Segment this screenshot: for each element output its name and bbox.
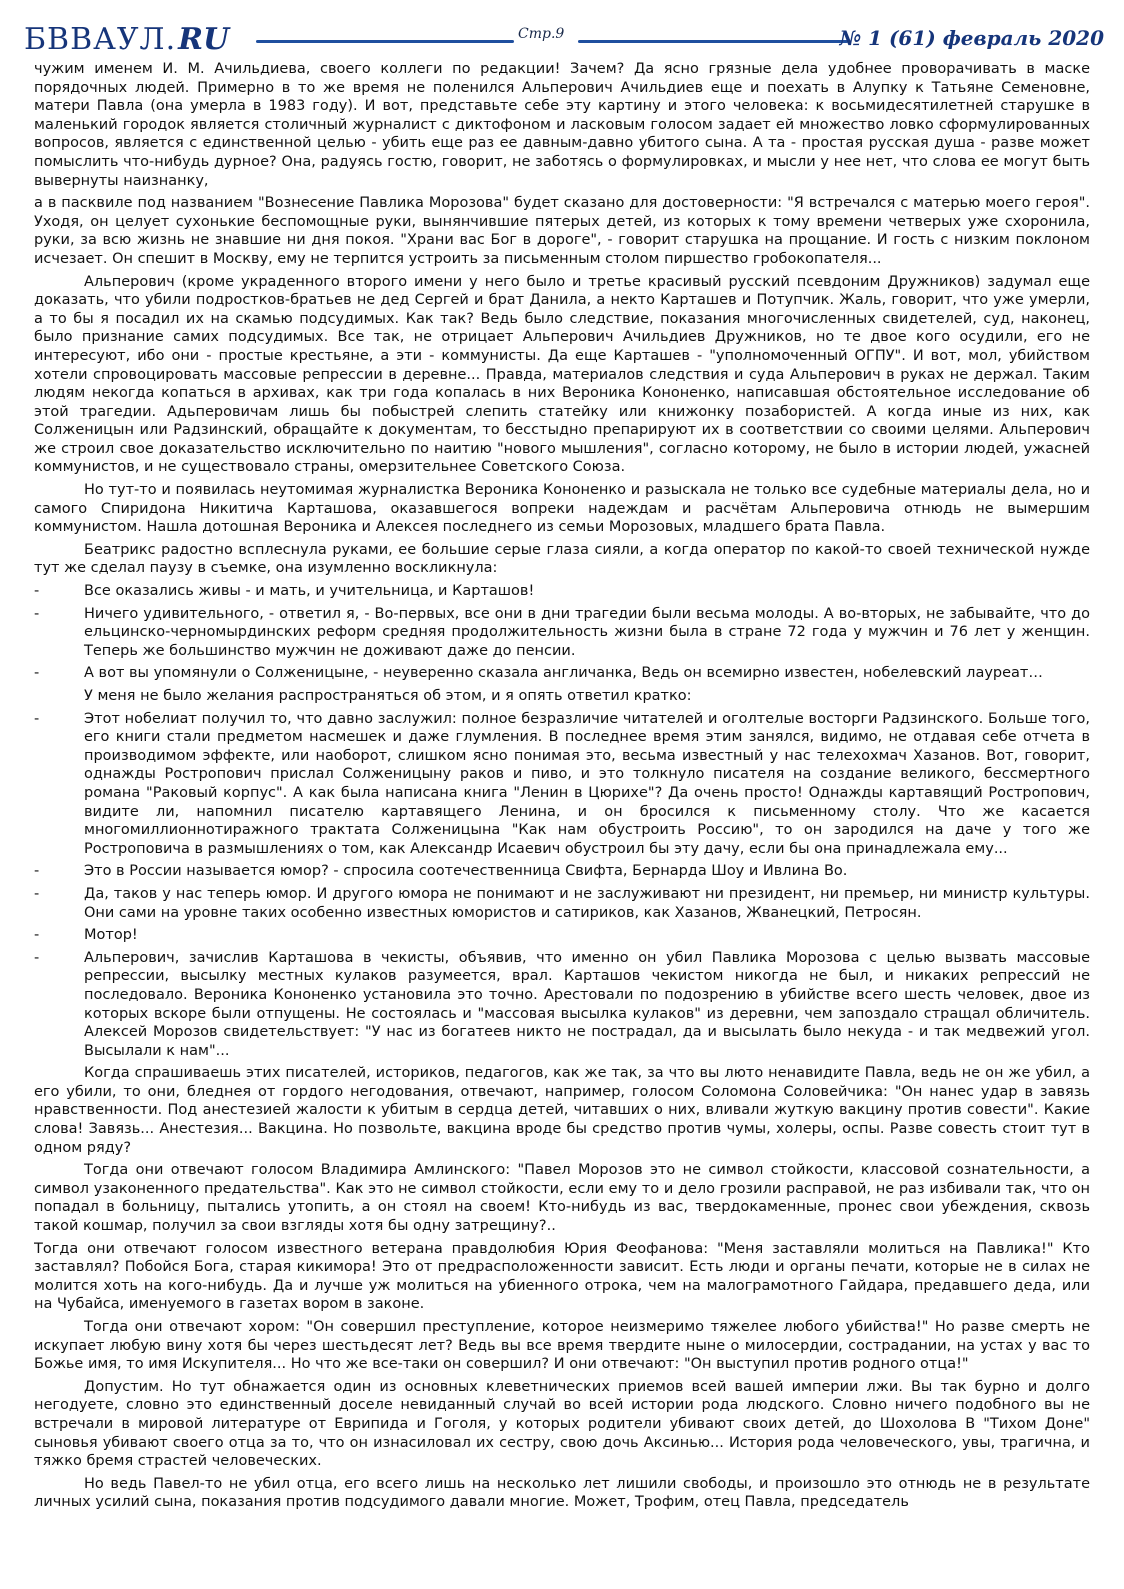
dialogue-dash: -: [34, 710, 40, 727]
dialogue-dash: -: [34, 949, 40, 966]
paragraph: а в пасквиле под названием "Вознесение Павлика Морозова" будет сказано для достоверности: "Я встречался с матерью моего героя". Уходя, он целует сухонькие беспомощные руки, вынянчившие пятерых детей, из которых к тому времени четверых уже схоронила, руки, за всю жизнь не знавшие ни дня покоя. "Храни вас Бог в дороге", - говорит старушка на прощание. И гость с низким поклоном исчезает. Он спешит в Москву, ему не терпится устроить за письменным столом пиршество гробокопателя...: [34, 195, 1090, 267]
dialogue-dash: -: [34, 863, 40, 880]
paragraph: Но ведь Павел-то не убил отца, его всего лишь на несколько лет лишили свободы, и произошло это отнюдь не в результате личных усилий сына, показания против подсудимого давали многие. Может, Трофим, отец Павла, председатель: [34, 1475, 1090, 1511]
paragraph: Беатрикс радостно всплеснула руками, ее большие серые глаза сияли, а когда оператор по какой-то своей технической нужде тут же сделал паузу в съемке, она изумленно воскликнула:: [34, 541, 1090, 577]
dialogue-dash: -: [34, 583, 40, 600]
dialogue-line: [34, 885, 1090, 922]
dialogue-text: Мотор!: [84, 927, 138, 944]
dialogue-text: Этот нобелиат получил то, что давно заслужил: полное безразличие читателей и оголтелые восторги Радзинского. Больше того, его книги стали предметом насмешек и даже глумления. В последнее время этим занялся, видимо, не отдавая себе отчета в производимом эффекте, или наоборот, слишком ясно понимая это, весьма известный у нас телехохмач Хазанов. Вот, говорит, однажды Ростропович прислал Солженицыну раков и пиво, и это толкнуло писателя на создание великого, бессмертного романа "Раковый корпус". А как была написана книга "Ленин в Цюрихе"? Да очень просто! Однажды картавящий Ростропович, видите ли, напомнил писателю картавящего Ленина, и он бросился к письменному столу. Что же касается многомиллионнотиражного трактата Солженицына "Как нам обустроить Россию", то он зародился на даче у того же Ростроповича в размышлениях о том, как Александр Исаевич обустроил бы эту дачу, если бы она принадлежала ему...: [84, 710, 1090, 857]
paragraph: Тогда они отвечают голосом известного ветерана правдолюбия Юрия Феофанова: "Меня заставляли молиться на Павлика!" Кто заставлял? Побойся Бога, старая кикимора! Это от предрасположенности зависит. Есть люди и органы печати, которые не в силах не молится хоть на кого-нибудь. Да и лучше уж молиться на убиенного отрока, чем на малограмотного Гайдара, предавшего деда, или на Чубайса, именуемого в газетах вором в законе.: [34, 1240, 1090, 1313]
dialogue-text: Это в России называется юмор? - спросила соотечественница Свифта, Бернарда Шоу и Ивлина Во.: [84, 863, 848, 880]
dialogue-text: Да, таков у нас теперь юмор. И другого юмора не понимают и не заслуживают ни президент, ни премьер, ни министр культуры. Они сами на уровне таких особенно известных юмористов и сатириков, как Хазанов, Жванецкий, Петросян.: [84, 885, 1090, 921]
masthead-logo: [24, 22, 229, 58]
dialogue-line: [34, 710, 1090, 859]
paragraph: Альперович (кроме украденного второго имени у него было и третье красивый русский псевдоним Дружников) задумал еще доказать, что убили подростков-братьев не дед Сергей и брат Данила, а некто Карташев и Потупчик. Жаль, говорит, что уже умерли, а то бы я посадил их на скамью подсудимых. Как так? Ведь было следствие, показания многочисленных свидетелей, суд, наконец, было признание самих подсудимых. Все так, не отрицает Альперович Ачильдиев Дружников, но те двое кого осудили, его не интересуют, ибо они - простые крестьяне, а эти - коммунисты. Да еще Карташев - "уполномоченный ОГПУ". И вот, мол, убийством хотели спровоцировать массовые репрессии в деревне... Правда, материалов следствия и суда Альперович в руках не держал. Таким людям некогда копаться в архивах, как три года копалась в них Вероника Кононенко, написавшая обстоятельное исследование об этой трагедии. Адьперовичам лишь бы побыстрей слепить статейку или книжонку позабористей. А когда иные из них, как Солженицын или Радзинский, обращайте к документам, то бесстыдно препарируют их в соответствии со своими целями. Альперович же строил свое доказательство исключительно по наитию "нового мышления", согласно которому, не было в истории людей, ужасней коммунистов, и не существовало страны, омерзительнее Советского Союза.: [34, 273, 1090, 476]
masthead-name: БВВАУЛ.: [24, 22, 177, 57]
dialogue-dash: -: [34, 665, 40, 682]
dialogue-line: [34, 949, 1090, 1061]
paragraph: Тогда они отвечают голосом Владимира Амлинского: "Павел Морозов это не символ стойкости, классовой сознательности, а символ узаконенного предательства". Как это не символ стойкости, если ему то и дело грозили расправой, не раз избивали так, что он попадал в больницу, пытались утопить, а он стоял на своем! Кто-нибудь из вас, твердокаменные, пронес свои убеждения, сквозь такой кошмар, получил за свои взгляды хотя бы одну затрещину?..: [34, 1162, 1090, 1235]
page-header: [24, 22, 1104, 58]
dialogue-line: [34, 582, 1090, 601]
dialogue-line: [34, 862, 1090, 881]
masthead-domain: RU: [178, 22, 230, 57]
issue-label: № 1 (61) февраль 2020: [839, 26, 1104, 50]
paragraph: Тогда они отвечают хором: "Он совершил преступление, которое неизмеримо тяжелее любого убийства!" Но разве смерть не искупает любую вину хотя бы через шестьдесят лет? Ведь вы все время твердите ныне о милосердии, сострадании, на устах у вас то Божье имя, то имя Искупителя... Но что же все-таки он совершил? И они отвечают: "Он выступил против родного отца!": [34, 1319, 1090, 1373]
dialogue-text: Все оказались живы - и мать, и учительница, и Карташов!: [84, 583, 535, 600]
page-number: Стр.9: [518, 26, 565, 42]
dialogue-line: [34, 605, 1090, 661]
paragraph: чужим именем И. М. Ачильдиева, своего коллеги по редакции! Зачем? Да ясно грязные дела удобнее проворачивать в маске порядочных людей. Примерно в то же время не поленился Альперович Ачильдиев еще и поехать в Алупку к Татьяне Семеновне, матери Павла (она умерла в 1983 году). И вот, представьте себе эту картину и этого человека: к восьмидесятилетней старушке в маленький городок является столичный журналист с диктофоном и ласковым голосом задает ей множество ловко сформулированных вопросов, является с единственной целью - убить еще раз ее давным-давно убитого сына. А та - простая русская душа - разве может помыслить что-нибудь дурное? Она, радуясь гостю, говорит, не заботясь о формулировках, и мысли у нее нет, что слова ее могут быть вывернуты наизнанку,: [34, 61, 1090, 189]
dialogue-dash: -: [34, 605, 40, 622]
dialogue-dash: -: [34, 927, 40, 944]
article-body: [34, 60, 1090, 1580]
dialogue-text: Ничего удивительного, - ответил я, - Во-первых, все они в дни трагедии были весьма молоды. А во-вторых, не забывайте, что до ельцинско-черномырдинских реформ средняя продолжительность жизни была в стране 72 года у мужчин и 76 лет у женщин. Теперь же большинство мужчин не доживают даже до пенсии.: [84, 605, 1090, 659]
paragraph: Когда спрашиваешь этих писателей, историков, педагогов, как же так, за что вы люто ненавидите Павла, ведь не он же убил, а его убили, то они, бледнея от гордого негодования, отвечают, например, голосом Соломона Соловейчика: "Он нанес удар в завязь нравственности. Под анестезией жалости к убитым в сердца детей, читавших о них, вливали жуткую вакцину против совести". Какие слова! Завязь... Анестезия... Вакцина. Но позвольте, вакцина вроде бы средство против чумы, холеры, оспы. Разве совесть стоит тут в одном ряду?: [34, 1065, 1090, 1156]
dialogue-text: Альперович, зачислив Карташова в чекисты, объявив, что именно он убил Павлика Морозова с целью вызвать массовые репрессии, высылку местных кулаков разумеется, врал. Карташов чекистом никогда не был, и никаких репрессий не последовало. Вероника Кононенко установила это точно. Арестовали по подозрению в убийстве всего шесть человек, двое из которых вскоре были отпущены. Не состоялась и "массовая высылка кулаков" из деревни, чем запоздало стращал обличитель. Алексей Морозов свидетельствует: "У нас из богатеев никто не пострадал, да и высылать было некуда - и так медвежий угол. Высылали к нам"...: [84, 949, 1090, 1059]
dialogue-text: А вот вы упомянули о Солженицыне, - неуверенно сказала англичанка, Ведь он всемирно известен, нобелевский лауреат…: [84, 665, 1043, 682]
header-rule-right: [578, 40, 848, 43]
paragraph: У меня не было желания распространяться об этом, и я опять ответил кратко:: [84, 688, 692, 704]
header-rule-left: [256, 40, 514, 43]
paragraph: Но тут-то и появилась неутомимая журналистка Вероника Кононенко и разыскала не только все судебные материалы дела, но и самого Спиридона Никитича Карташова, оказавшегося вопреки надеждам и расчётам Альперовича отнюдь не вымершим коммунистом. Нашла дотошная Вероника и Алексея последнего из семьи Морозовых, младшего брата Павла.: [34, 482, 1090, 536]
paragraph: Допустим. Но тут обнажается один из основных клеветнических приемов всей вашей империи лжи. Вы так бурно и долго негодуете, словно это единственный доселе невиданный случай во всей истории рода людского. Словно ничего подобного вы не встречали в мировой литературе от Еврипида и Гоголя, у которых родители убивают своих детей, до Шохолова В "Тихом Доне" сыновья убивают своего отца за то, что он изнасиловал их сестру, свою дочь Аксинью... История рода человеческого, увы, трагична, и тяжко бремя страстей человеческих.: [34, 1378, 1090, 1470]
dialogue-line: [34, 664, 1090, 683]
dialogue-line: [34, 926, 1090, 945]
dialogue-dash: -: [34, 885, 40, 902]
